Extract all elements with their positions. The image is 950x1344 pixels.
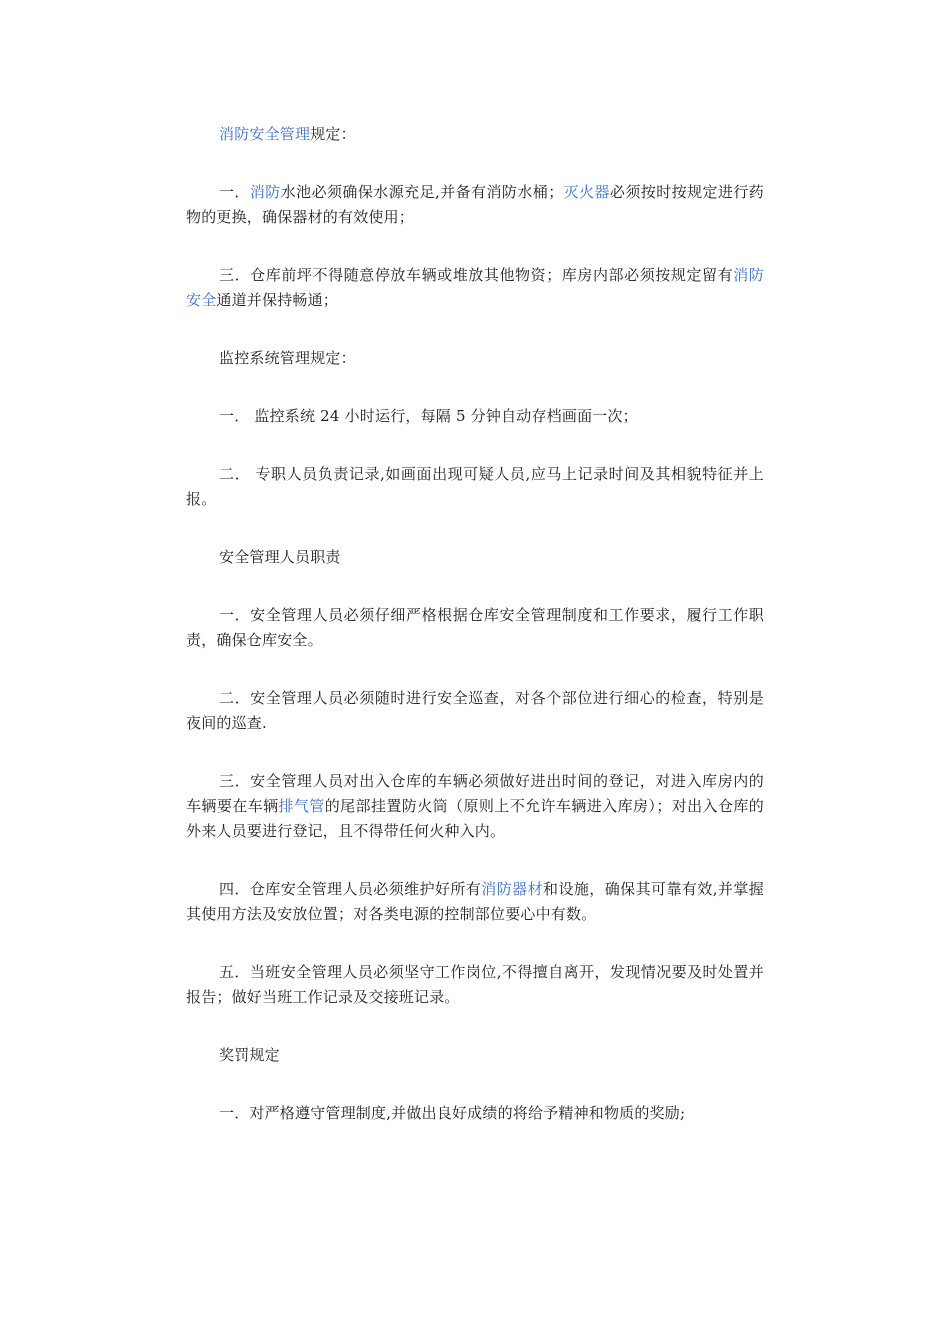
- text-segment: 通道并保持畅通；: [216, 291, 339, 309]
- duty-rule-5: [186, 960, 764, 1010]
- link-fire-safety-management[interactable]: 消防安全管理: [219, 125, 311, 143]
- duty-rule-3: [186, 769, 764, 844]
- text-segment: 四．仓库安全管理人员必须维护好所有: [219, 880, 482, 898]
- text-segment: 奖罚规定: [219, 1046, 280, 1064]
- text-segment: 一． 监控系统 24 小时运行，每隔 5 分钟自动存档画面一次；: [219, 407, 638, 425]
- heading-safety-staff-duties: [186, 545, 764, 570]
- link-fire[interactable]: 消防: [249, 183, 281, 201]
- link-extinguisher[interactable]: 灭火器: [563, 183, 610, 201]
- duty-rule-2: [186, 686, 764, 736]
- text-segment: 五．当班安全管理人员必须坚守工作岗位,不得擅自离开，发现情况要及时处置并报告；做好当班工作记录及交接班记录。: [186, 963, 764, 1006]
- monitoring-rule-1: [186, 404, 764, 429]
- link-fire-safety[interactable]: 消防安全: [186, 266, 765, 309]
- duty-rule-4: [186, 877, 764, 927]
- fire-rule-1: [186, 180, 764, 230]
- text-segment: 水池必须确保水源充足,并备有消防水桶；: [280, 183, 564, 201]
- text-segment: 二． 专职人员负责记录,如画面出现可疑人员,应马上记录时间及其相貌特征并上报。: [186, 465, 764, 508]
- text-segment: 必须按时按规定进行药物的更换，确保器材的有效使用；: [186, 183, 764, 226]
- text-segment: 一．: [219, 183, 250, 201]
- text-segment: 的尾部挂置防火筒（原则上不允许车辆进入库房）；对出入仓库的外来人员要进行登记，且不得带任何火种入内。: [186, 797, 764, 840]
- text-segment: 监控系统管理规定：: [219, 349, 356, 367]
- text-segment: 和设施，确保其可靠有效,并掌握其使用方法及安放位置；对各类电源的控制部位要心中有数。: [186, 880, 764, 923]
- text-segment: 安全管理人员职责: [219, 548, 341, 566]
- fire-rule-3: [186, 263, 764, 313]
- link-exhaust-pipe[interactable]: 排气管: [278, 797, 325, 815]
- text-segment: 规定：: [310, 125, 356, 143]
- document-body: [186, 122, 764, 1126]
- text-segment: 一．安全管理人员必须仔细严格根据仓库安全管理制度和工作要求，履行工作职责，确保仓库安全。: [186, 606, 764, 649]
- text-segment: 二．安全管理人员必须随时进行安全巡查，对各个部位进行细心的检查，特别是夜间的巡查.: [186, 689, 764, 732]
- heading-monitoring: [186, 346, 764, 371]
- text-segment: 三．安全管理人员对出入仓库的车辆必须做好进出时间的登记，对进入库房内的车辆要在车辆: [186, 772, 764, 815]
- heading-rewards-penalties: [186, 1043, 764, 1068]
- monitoring-rule-2: [186, 462, 764, 512]
- text-segment: 三．仓库前坪不得随意停放车辆或堆放其他物资；库房内部必须按规定留有: [219, 266, 734, 284]
- duty-rule-1: [186, 603, 764, 653]
- reward-rule-1: [186, 1101, 764, 1126]
- heading-fire-safety: [186, 122, 764, 147]
- link-fire-equipment[interactable]: 消防器材: [481, 880, 544, 898]
- text-segment: 一．对严格遵守管理制度,并做出良好成绩的将给予精神和物质的奖励;: [219, 1104, 686, 1122]
